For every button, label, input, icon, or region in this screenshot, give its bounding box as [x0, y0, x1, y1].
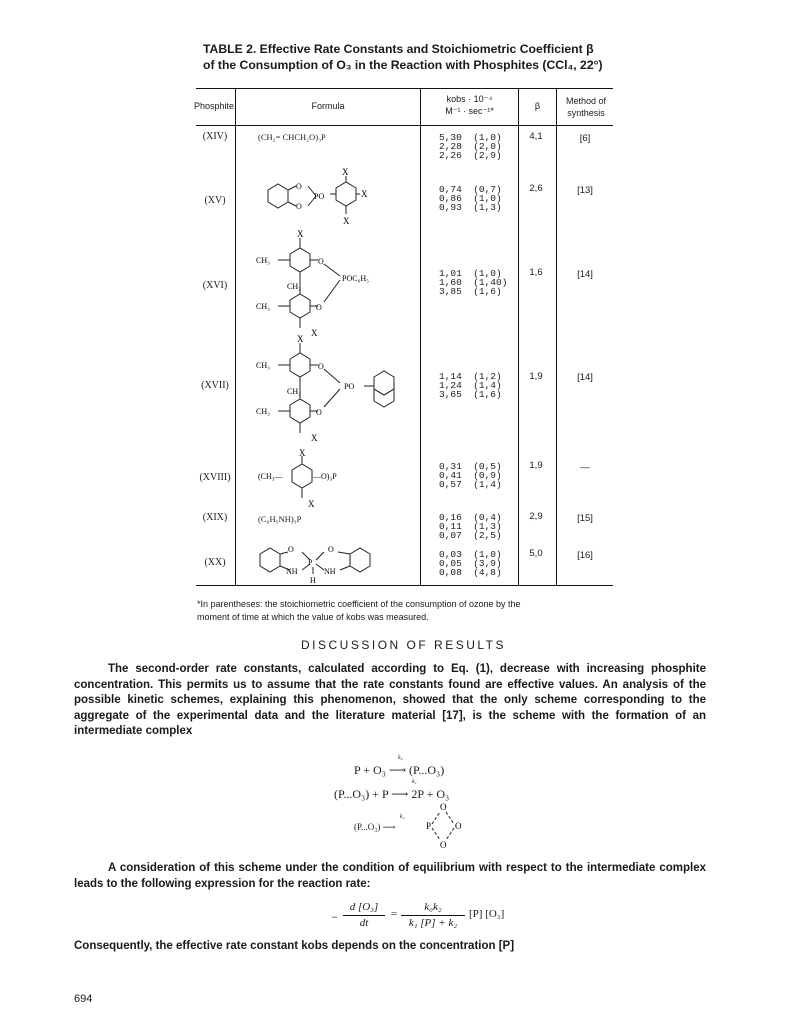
- row-ref: [14]: [577, 269, 593, 280]
- scheme-line-3: (P...O₃) ⟶: [354, 822, 396, 832]
- row-beta: 1,6: [529, 267, 543, 278]
- header-phosphite: Phosphite: [193, 101, 235, 111]
- row-beta: 2,6: [529, 183, 543, 194]
- svg-text:O: O: [288, 545, 294, 554]
- scheme-k3: k₂: [400, 814, 405, 820]
- row-beta: 1,9: [529, 371, 543, 382]
- svg-text:—O)₃P: —O)₃P: [313, 472, 337, 481]
- paragraph-3: Consequently, the effective rate constant kobs depends on the concentration [P]: [74, 940, 515, 952]
- row-ref: —: [580, 462, 590, 473]
- row-ref: [6]: [579, 133, 591, 144]
- table-bottom-rule: [196, 585, 613, 586]
- structure-xx: [250, 540, 380, 584]
- row-kobs-value: 3,85 (1,6): [439, 286, 502, 297]
- rate-eq-lhs-den: dt: [359, 917, 369, 929]
- rate-eq-equals: =: [391, 908, 398, 920]
- structure-xvi: [250, 228, 390, 340]
- svg-text:NH: NH: [286, 567, 298, 576]
- paragraph-1: The second-order rate constants, calculated according to Eq. (1), decrease with increasing phosphite concentration. This permits us to assume that the rate constants found are effective values. An analysis of the possible kinetic schemes, explaining this phenomenon, showed that the only scheme corresponding to the aggregate of the experimental data and the literature material [17], is the scheme with the formation of an intermediate complex: [74, 663, 706, 737]
- row-kobs-value: 2,28 (2,0): [439, 141, 502, 152]
- svg-text:X: X: [343, 216, 350, 226]
- svg-text:O: O: [316, 408, 322, 417]
- row-kobs-value: 1,60 (1,40): [439, 277, 508, 288]
- row-formula: (CH₂= CHCH₂O)₃P: [258, 132, 326, 142]
- header-beta: β: [534, 101, 541, 111]
- svg-text:CH₃: CH₃: [256, 361, 270, 370]
- row-kobs-value: 0,08 (4,8): [439, 567, 502, 578]
- row-kobs-value: 0,86 (1,0): [439, 193, 502, 204]
- structure-xviii: [250, 448, 370, 510]
- svg-text:O: O: [440, 840, 447, 850]
- rate-eq-lhs-num: d [O₃]: [349, 901, 379, 913]
- svg-text:NH: NH: [324, 567, 336, 576]
- row-formula: (C₆H₅NH)₃P: [258, 514, 302, 524]
- rate-eq-minus: −: [331, 910, 338, 924]
- rate-eq-rhs-den: k₁ [P] + k₂: [408, 917, 458, 929]
- row-beta: 5,0: [529, 548, 543, 559]
- row-kobs-value: 0,07 (2,5): [439, 530, 502, 541]
- svg-text:O: O: [440, 802, 447, 812]
- table-col-divider: [556, 88, 557, 585]
- svg-text:O: O: [318, 257, 324, 266]
- row-kobs-value: 5,30 (1,0): [439, 132, 502, 143]
- table-footnote-line2: moment of time at which the value of kobs was measured.: [197, 612, 429, 622]
- ozonide-ring: [418, 800, 468, 850]
- svg-text:CH₂: CH₂: [287, 387, 301, 396]
- svg-text:O: O: [318, 362, 324, 371]
- svg-text:O: O: [296, 202, 302, 211]
- struct-x-label: X: [342, 168, 349, 177]
- svg-text:X: X: [311, 433, 318, 443]
- row-kobs-value: 1,24 (1,4): [439, 380, 502, 391]
- rate-eq-lhs-bar: [343, 915, 385, 916]
- row-kobs-value: 1,14 (1,2): [439, 371, 502, 382]
- header-method-line1: Method of: [565, 96, 607, 106]
- paragraph-2: A consideration of this scheme under the condition of equilibrium with respect to the intermediate complex leads to the following expression for the reaction rate:: [74, 862, 706, 890]
- svg-text:P: P: [308, 558, 313, 567]
- svg-text:O: O: [316, 303, 322, 312]
- header-formula: Formula: [311, 101, 345, 111]
- table-col-divider: [235, 88, 236, 585]
- row-ref: [14]: [577, 372, 593, 383]
- svg-text:CH₃: CH₃: [256, 256, 270, 265]
- svg-text:O: O: [455, 821, 462, 831]
- scheme-k1: k₀: [398, 755, 403, 761]
- rate-eq-rhs-tail: [P] [O₃]: [469, 908, 505, 920]
- svg-text:O: O: [328, 545, 334, 554]
- svg-text:CH₂: CH₂: [287, 282, 301, 291]
- row-kobs-value: 3,65 (1,6): [439, 389, 502, 400]
- row-kobs-value: 0,16 (0,4): [439, 512, 502, 523]
- table-caption-line2: of the Consumption of O₃ in the Reaction with Phosphites (CCl₄, 22°): [203, 58, 603, 72]
- table-header-rule: [196, 125, 613, 126]
- row-id: (XIX): [202, 512, 228, 523]
- section-heading: DISCUSSION OF RESULTS: [301, 638, 506, 652]
- header-kobs-line2: M⁻¹ · sec⁻¹*: [445, 106, 494, 116]
- row-kobs-value: 0,41 (0,9): [439, 470, 502, 481]
- svg-text:X: X: [311, 328, 318, 338]
- rate-eq-rhs-num: k₀k₂: [424, 901, 442, 913]
- row-beta: 1,9: [529, 460, 543, 471]
- row-id: (XVIII): [199, 472, 231, 483]
- svg-text:X: X: [361, 189, 368, 199]
- svg-text:PO: PO: [314, 192, 325, 201]
- row-id: (XVII): [201, 380, 229, 391]
- header-method-line2: synthesis: [567, 108, 605, 118]
- svg-text:(CH₃—: (CH₃—: [258, 472, 283, 481]
- row-kobs-value: 0,11 (1,3): [439, 521, 502, 532]
- svg-text:POC₆H₅: POC₆H₅: [342, 274, 369, 283]
- row-kobs-value: 0,93 (1,3): [439, 202, 502, 213]
- row-ref: [16]: [577, 550, 593, 561]
- svg-text:H: H: [310, 576, 316, 584]
- row-beta: 4,1: [529, 131, 543, 142]
- row-ref: [15]: [577, 513, 593, 524]
- row-kobs-value: 2,26 (2,9): [439, 150, 502, 161]
- row-kobs-value: 1,01 (1,0): [439, 268, 502, 279]
- header-kobs-line1: kobs · 10⁻⁴: [446, 94, 493, 104]
- svg-text:O: O: [296, 182, 302, 191]
- scheme-line-1: P + O₃ ⟶ (P...O₃): [354, 763, 445, 777]
- scheme-k2: k₁: [412, 779, 417, 785]
- row-kobs-value: 0,74 (0,7): [439, 184, 502, 195]
- row-kobs-value: 0,05 (3,9): [439, 558, 502, 569]
- svg-text:X: X: [308, 499, 315, 509]
- row-id: (XX): [204, 557, 226, 568]
- scheme-line-2: (P...O₃) + P ⟶ 2P + O₃: [334, 787, 450, 801]
- svg-text:CH₃: CH₃: [256, 407, 270, 416]
- structure-xvii: [250, 333, 410, 445]
- svg-text:PO: PO: [344, 382, 355, 391]
- svg-text:CH₃: CH₃: [256, 302, 270, 311]
- rate-eq-rhs-bar: [401, 915, 465, 916]
- svg-text:X: X: [299, 448, 306, 458]
- page-number: 694: [74, 993, 93, 1005]
- table-footnote-line1: *In parentheses: the stoichiometric coefficient of the consumption of ozone by the: [197, 599, 521, 609]
- row-ref: [13]: [577, 185, 593, 196]
- row-beta: 2,9: [529, 511, 543, 522]
- table-top-rule: [196, 88, 613, 89]
- row-id: (XIV): [202, 131, 228, 142]
- svg-text:P: P: [426, 821, 432, 831]
- row-id: (XVI): [202, 280, 228, 291]
- svg-text:X: X: [297, 229, 304, 239]
- row-kobs-value: 0,03 (1,0): [439, 549, 502, 560]
- svg-text:X: X: [297, 334, 304, 344]
- table-col-divider: [420, 88, 421, 585]
- row-kobs-value: 0,31 (0,5): [439, 461, 502, 472]
- table-caption-line1: TABLE 2. Effective Rate Constants and Stoichiometric Coefficient β: [203, 42, 594, 56]
- row-id: (XV): [204, 195, 226, 206]
- row-kobs-value: 0,57 (1,4): [439, 479, 502, 490]
